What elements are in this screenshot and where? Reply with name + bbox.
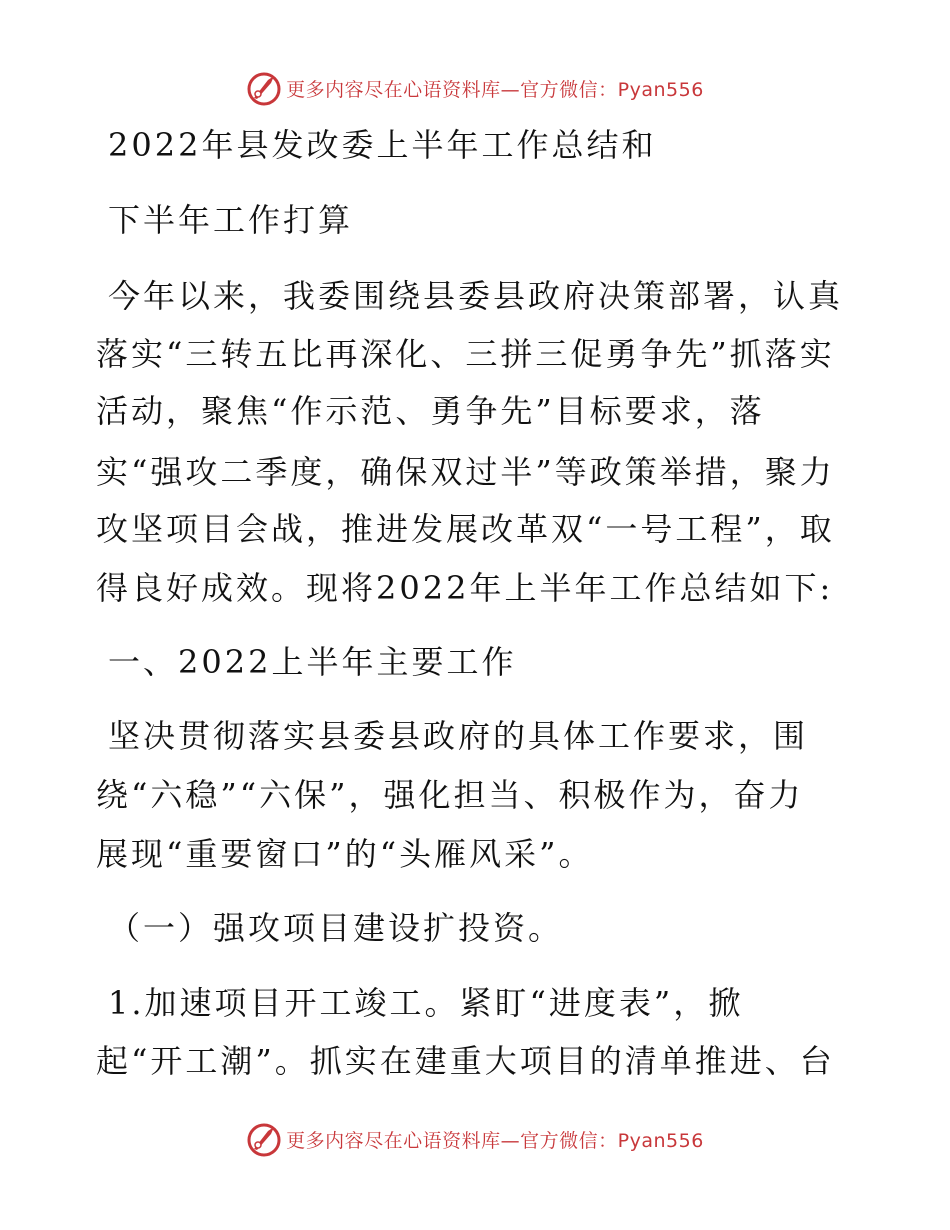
intro-line-3: 活动，聚焦“作示范、勇争先”目标要求，落 [96, 392, 765, 430]
section-line-1: 坚决贯彻落实县委县政府的具体工作要求，围 [108, 717, 809, 755]
intro-line-1: 今年以来，我委围绕县委县政府决策部署，认真 [108, 277, 844, 315]
section-line-3: 展现“重要窗口”的“头雁风采”。 [96, 835, 594, 873]
intro-line-6: 得良好成效。现将2022年上半年工作总结如下: [96, 569, 834, 607]
intro-line-5: 攻坚项目会战，推进发展改革双“一号工程”，取 [96, 510, 835, 548]
document-title-line-2: 下半年工作打算 [108, 201, 354, 239]
section-line-2: 绕“六稳”“六保”，强化担当、积极作为，奋力 [96, 776, 804, 814]
watermark-text: 更多内容尽在心语资料库—官方微信：Pyan556 [286, 1129, 704, 1152]
document-title-line-1: 2022年县发改委上半年工作总结和 [108, 126, 657, 164]
footer-watermark [0, 1121, 950, 1157]
watermark-text: 更多内容尽在心语资料库—官方微信：Pyan556 [286, 78, 704, 101]
quill-pen-logo-icon [246, 70, 282, 106]
quill-pen-logo-icon [246, 1121, 282, 1157]
intro-line-2: 落实“三转五比再深化、三拼三促勇争先”抓落实 [96, 335, 835, 373]
item-line-2: 起“开工潮”。抓实在建重大项目的清单推进、台 [96, 1042, 835, 1080]
section-heading: 一、2022上半年主要工作 [108, 643, 517, 681]
header-watermark [0, 70, 950, 106]
item-line-1: 1.加速项目开工竣工。紧盯“进度表”，掀 [108, 984, 744, 1022]
intro-line-4: 实“强攻二季度，确保双过半”等政策举措，聚力 [96, 453, 835, 491]
subsection-heading: （一）强攻项目建设扩投资。 [108, 909, 564, 947]
